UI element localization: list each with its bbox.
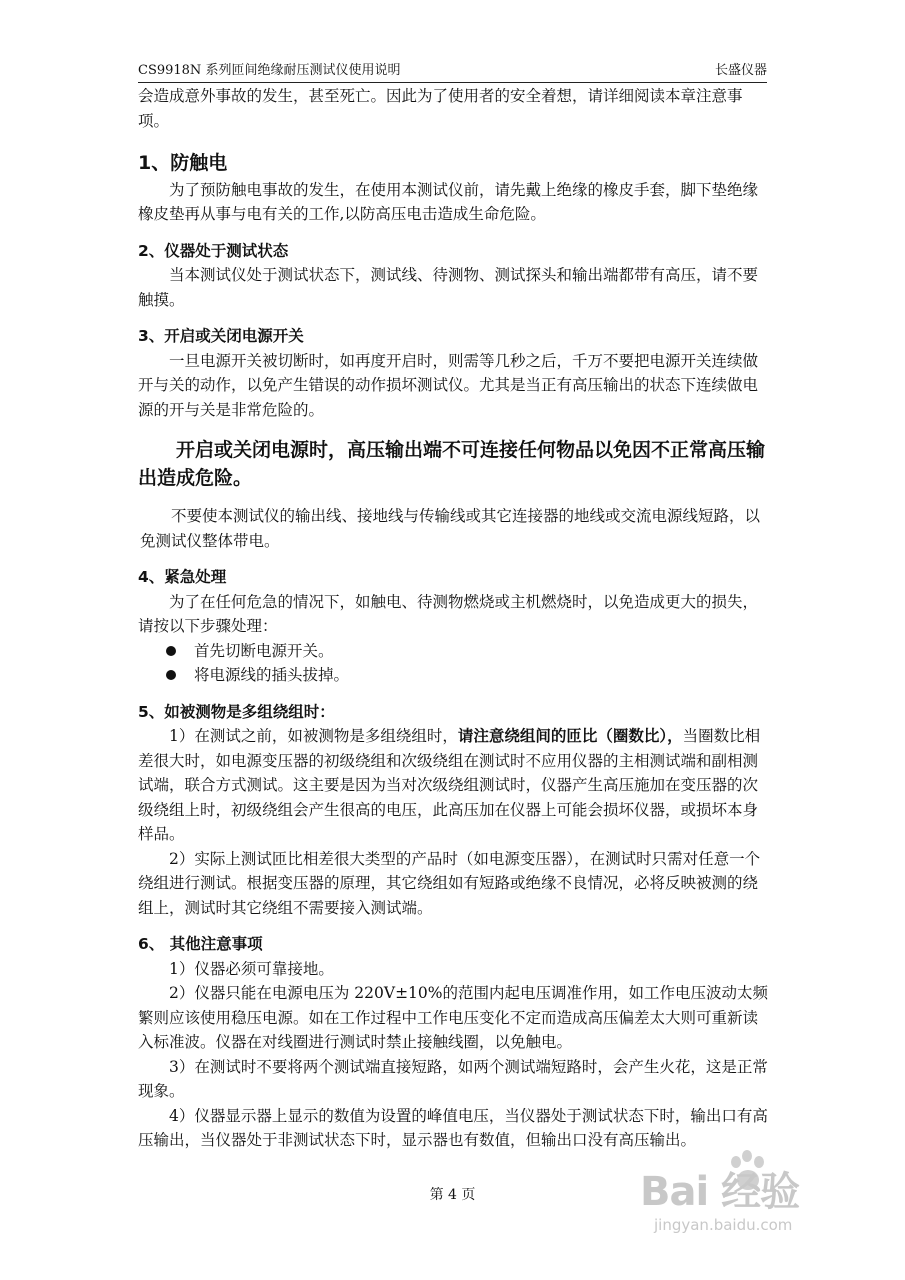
bullet-text: 将电源线的插头拔掉。 [194,666,350,684]
intro-paragraph: 会造成意外事故的发生，甚至死亡。因此为了使用者的安全着想，请详细阅读本章注意事项。 [138,87,743,130]
bullet-icon [166,646,176,656]
section-5-paragraph-1 [138,724,770,847]
section-6-item-2: 2）仪器只能在电源电压为 220V±10%的范围内起电压调准作用，如工作电压波动太频繁则应该使用稳压电源。如在工作过程中工作电压变化不定而造成高压偏差太大则可重新读入标准波。仪器在对线圈进行测试时禁止接触线圈，以免触电。 [138,984,769,1051]
list-item [138,663,770,688]
section-1-text: 为了预防触电事故的发生，在使用本测试仪前，请先戴上绝缘的橡皮手套，脚下垫绝缘橡皮垫再从事与电有关的工作,以防高压电击造成生命危险。 [138,180,759,223]
document-body [138,84,770,1153]
section-6-title: 6、 其他注意事项 [138,935,263,953]
section-3-title: 3、开启或关闭电源开关 [138,327,304,345]
page-header [138,62,767,83]
power-warning: 开启或关闭电源时，高压输出端不可连接任何物品以免因不正常高压输出造成危险。 [138,439,766,489]
section-5-text-a: 1）在测试之前，如被测物是多组绕组时， [169,727,458,745]
section-1-title: 1、防触电 [138,152,228,174]
list-item [138,639,770,664]
section-4-title: 4、紧急处理 [138,568,227,586]
bullet-icon [166,670,176,680]
bullet-text: 首先切断电源开关。 [194,641,334,660]
watermark-url: jingyan.baidu.com [654,1216,793,1234]
watermark-logo: Bai 经验 [640,1169,800,1215]
company-name: 长盛仪器 [714,63,767,78]
section-6-item-4: 4）仪器显示器上显示的数值为设置的峰值电压，当仪器处于测试状态下时，输出口有高压输出，当仪器处于非测试状态下时，显示器也有数值，但输出口没有高压输出。 [138,1106,768,1149]
section-4-text: 为了在任何危急的情况下，如触电、待测物燃烧或主机燃烧时，以免造成更大的损失，请按以下步骤处理： [138,592,759,635]
document-title: CS9918N 系列匝间绝缘耐压测试仪使用说明 [138,63,401,78]
page-number: 第 4 页 [429,1187,476,1203]
section-6-item-3: 3）在测试时不要将两个测试端直接短路，如两个测试端短路时，会产生火花，这是正常现象。 [138,1057,768,1100]
section-2-title: 2、仪器处于测试状态 [138,241,289,260]
section-5-text-b: 当圈数比相差很大时，如电源变压器的初级绕组和次级绕组在测试时不应用仪器的主相测试端和副相测试端，联合方式测试。这主要是因为当对次级绕组测试时，仪器产生高压施加在变压器的次级绕组上时，初级绕组会产生很高的电压，此高压加在仪器上可能会损坏仪器，或损坏本身样品。 [138,727,761,843]
short-circuit-note: 不要使本测试仪的输出线、接地线与传输线或其它连接器的地线或交流电源线短路，以免测试仪整体带电。 [140,507,761,550]
section-5-paragraph-2: 2）实际上测试匝比相差很大类型的产品时（如电源变压器），在测试时只需对任意一个绕组进行测试。根据变压器的原理，其它绕组如有短路或绝缘不良情况，必将反映被测的绕组上，测试时其它绕组不需要接入测试端。 [138,849,761,917]
turns-ratio-emphasis: 请注意绕组间的匝比（圈数比）， [457,727,683,745]
baidu-watermark [640,1150,860,1260]
section-2-text: 当本测试仪处于测试状态下，测试线、待测物、测试探头和输出端都带有高压，请不要触摸。 [138,266,759,309]
section-5-title: 5、如被测物是多组绕组时： [138,702,335,721]
section-3-text: 一旦电源开关被切断时，如再度开启时，则需等几秒之后，千万不要把电源开关连续做开与关的动作，以免产生错误的动作损坏测试仪。尤其是当正有高压输出的状态下连续做电源的开与关是非常危险的。 [138,351,759,419]
section-6-item-1: 1）仪器必须可靠接地。 [169,959,334,978]
